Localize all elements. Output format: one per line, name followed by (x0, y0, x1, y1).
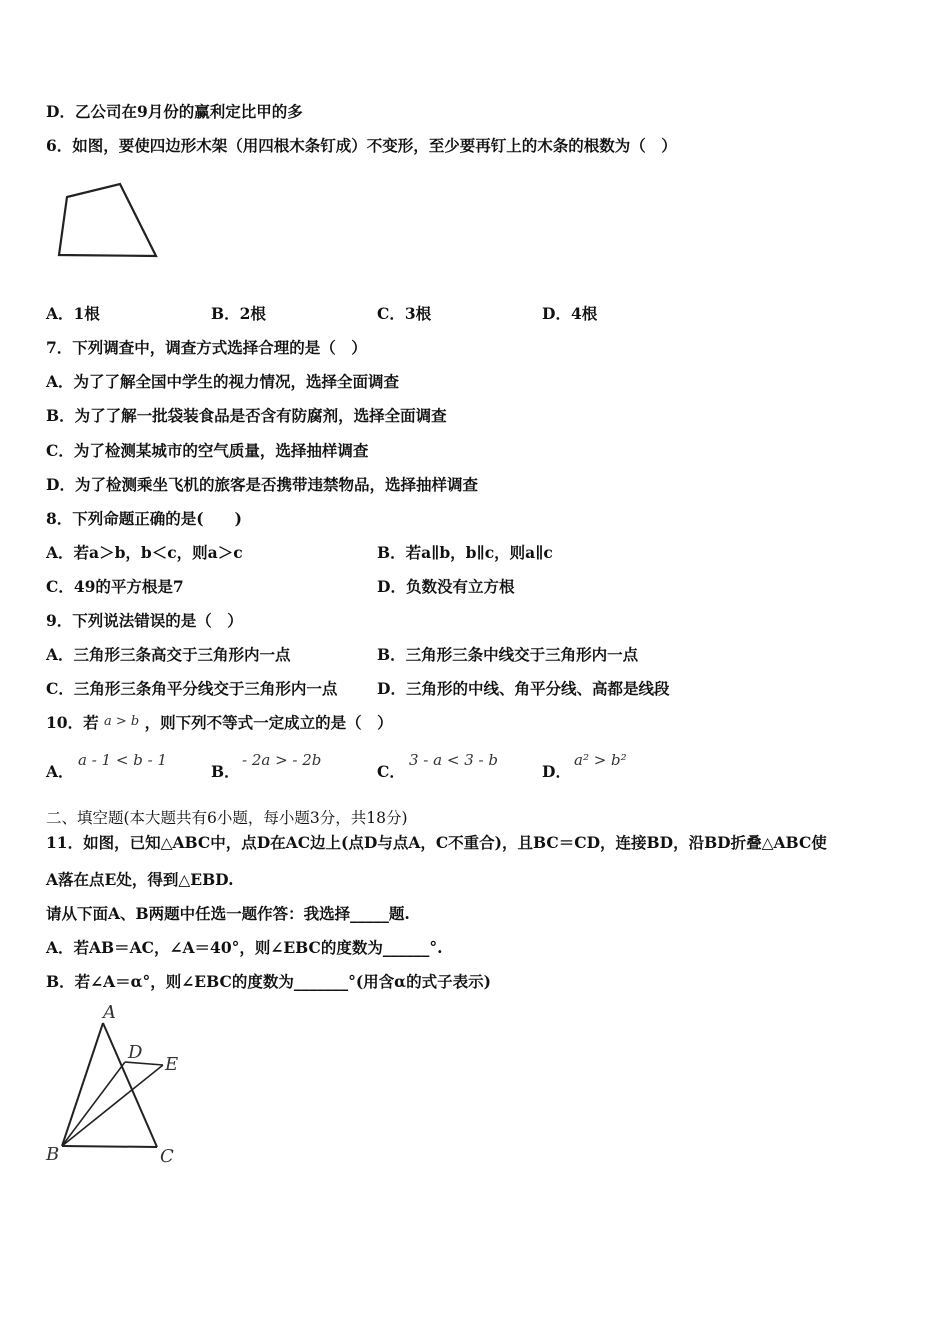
segment-ab (62, 1023, 103, 1146)
label-d: D (128, 1042, 143, 1063)
label-e: E (165, 1054, 179, 1075)
q8-stem: 8．下列命题正确的是( ) (46, 509, 242, 528)
q9-option-a: A．三角形三条高交于三角形内一点 (46, 645, 291, 664)
quadrilateral-figure (50, 175, 170, 267)
segment-bc (62, 1146, 157, 1147)
q11-line-4: A．若AB＝AC，∠A＝40°，则∠EBC的度数为______°. (46, 938, 443, 957)
q5-option-d: D．乙公司在9月份的赢利定比甲的多 (46, 102, 303, 121)
q6-option-b: B．2根 (211, 304, 266, 323)
q9-option-b: B．三角形三条中线交于三角形内一点 (377, 645, 639, 664)
q8-option-a: A．若a＞b，b＜c，则a＞c (46, 543, 243, 562)
q10-option-d-label: D． (542, 762, 571, 781)
q10-option-d-math: a² > b² (574, 751, 627, 769)
q9-option-d: D．三角形的中线、角平分线、高都是线段 (377, 679, 670, 698)
q10-option-c-math: 3 - a < 3 - b (409, 751, 498, 769)
q7-stem: 7．下列调查中，调查方式选择合理的是（ ） (46, 338, 367, 357)
q10-option-b-label: B． (211, 762, 240, 781)
label-c: C (160, 1146, 174, 1167)
q10-stem-math: a > b (103, 714, 140, 729)
q10-option-c-label: C． (377, 762, 405, 781)
triangle-figure (40, 1000, 200, 1170)
q10-stem-prefix: 10．若 (46, 713, 99, 732)
q8-option-c: C．49的平方根是7 (46, 577, 184, 596)
q10-option-a-math: a - 1 < b - 1 (78, 751, 167, 769)
q6-option-a: A．1根 (46, 304, 100, 323)
quadrilateral-shape (59, 184, 156, 256)
q6-stem: 6．如图，要使四边形木架（用四根木条钉成）不变形，至少要再钉上的木条的根数为（ ） (46, 136, 677, 155)
q10-stem (46, 713, 393, 735)
section-2-heading: 二、填空题(本大题共有6小题，每小题3分，共18分) (46, 809, 408, 827)
q11-line-3: 请从下面A、B两题中任选一题作答：我选择_____题. (46, 904, 410, 923)
q10-option-b-math: - 2a > - 2b (242, 751, 322, 769)
q11-line-1: 11．如图，已知△ABC中，点D在AC边上(点D与点A，C不重合)，且BC＝CD，连接BD，沿BD折叠△ABC使 (46, 833, 827, 852)
q11-line-5: B．若∠A＝α°，则∠EBC的度数为_______°(用含α的式子表示) (46, 972, 491, 991)
q7-option-c: C．为了检测某城市的空气质量，选择抽样调查 (46, 441, 369, 460)
q9-option-c: C．三角形三条角平分线交于三角形内一点 (46, 679, 338, 698)
q7-option-d: D．为了检测乘坐飞机的旅客是否携带违禁物品，选择抽样调查 (46, 475, 478, 494)
segment-be (62, 1065, 163, 1146)
q10-stem-suffix: ，则下列不等式一定成立的是（ ） (144, 713, 393, 732)
q6-option-c: C．3根 (377, 304, 432, 323)
q7-option-a: A．为了了解全国中学生的视力情况，选择全面调查 (46, 372, 400, 391)
q6-option-d: D．4根 (542, 304, 598, 323)
q10-option-a-label: A． (46, 762, 74, 781)
q11-line-2: A落在点E处，得到△EBD. (46, 870, 234, 889)
q7-option-b: B．为了了解一批袋装食品是否含有防腐剂，选择全面调查 (46, 406, 447, 425)
q8-option-d: D．负数没有立方根 (377, 577, 515, 596)
label-b: B (46, 1144, 60, 1165)
q9-stem: 9．下列说法错误的是（ ） (46, 611, 243, 630)
q8-option-b: B．若a∥b，b∥c，则a∥c (377, 543, 553, 562)
label-a: A (103, 1002, 116, 1023)
